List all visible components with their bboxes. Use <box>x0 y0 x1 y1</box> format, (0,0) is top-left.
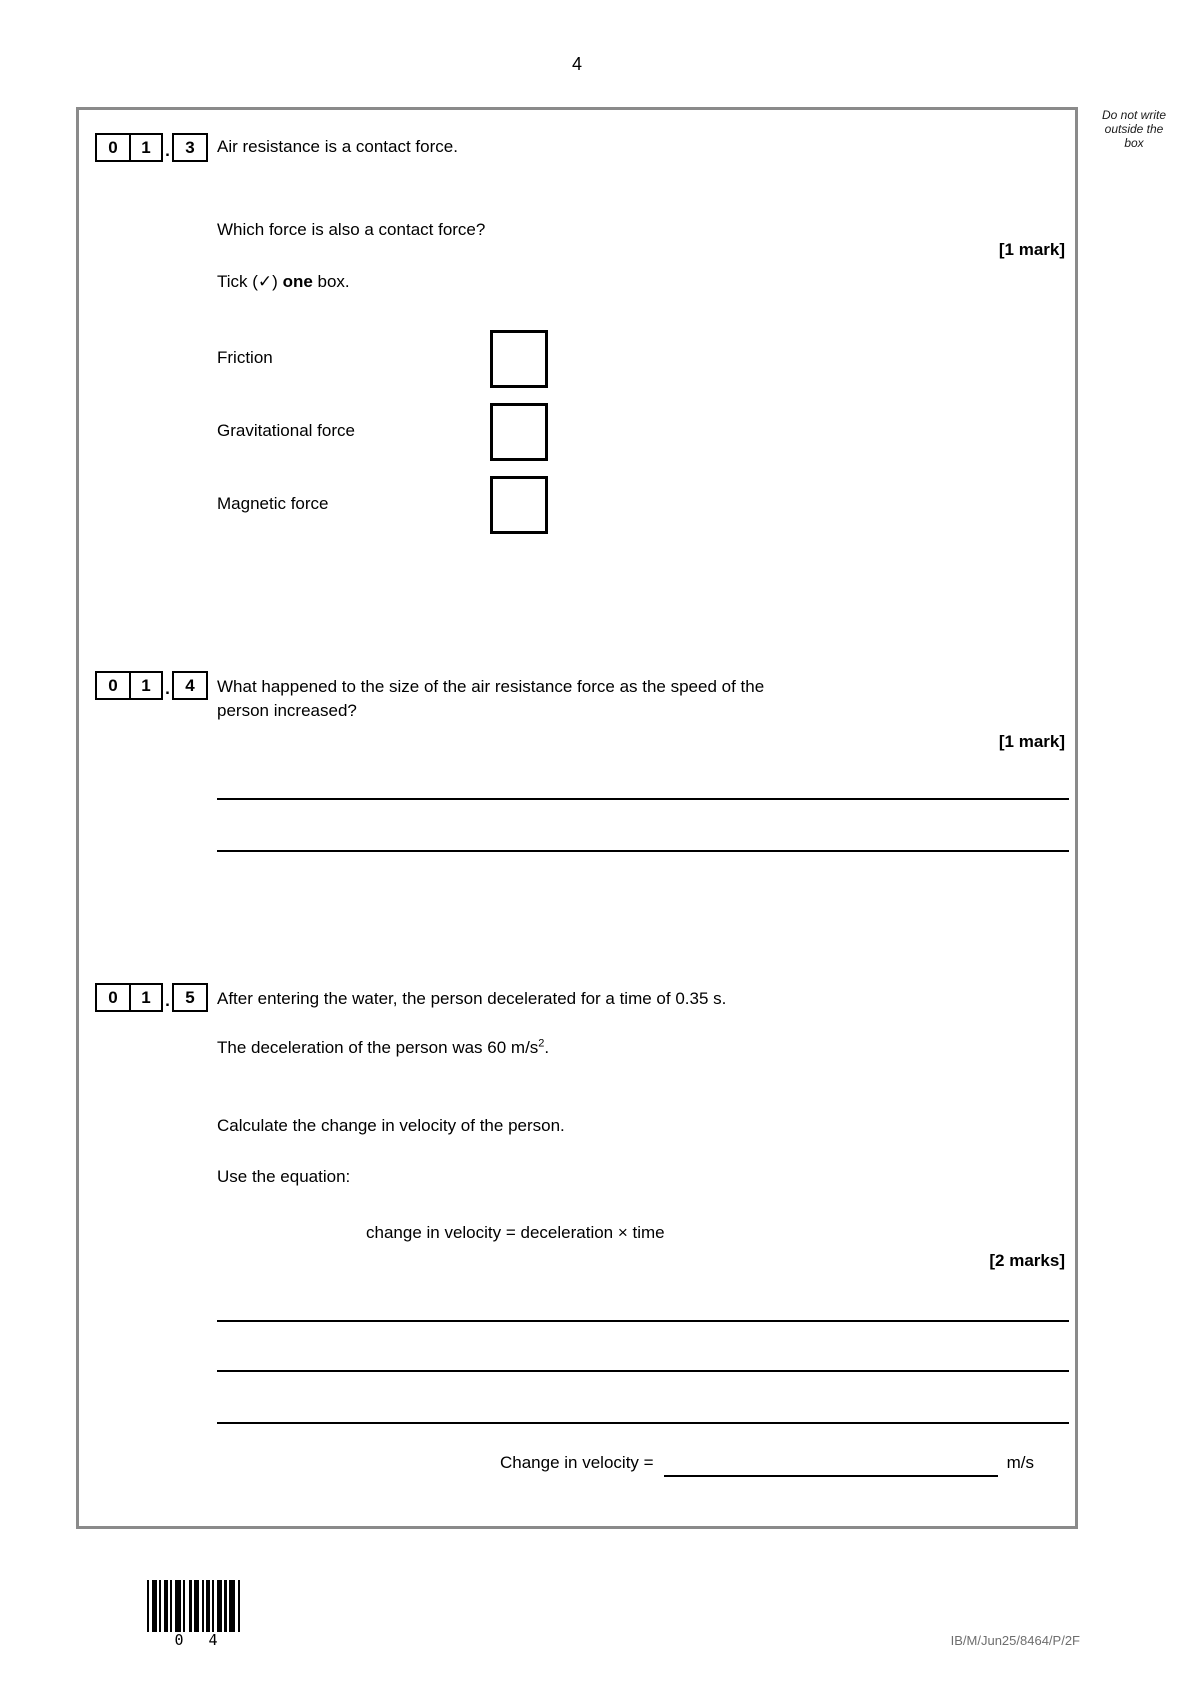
option-label-gravitational-force: Gravitational force <box>217 421 355 440</box>
qnum-separator: . <box>165 679 170 698</box>
qnum-digit: 5 <box>172 983 208 1012</box>
qnum-separator: . <box>165 141 170 160</box>
margin-note-line: outside the <box>1104 122 1164 136</box>
q15-deceleration-text: The deceleration of the person was 60 $m/s^2$. <box>217 1037 550 1057</box>
q15-answer-line-3[interactable] <box>217 1422 1069 1424</box>
q13-prompt-text: Which force is also a contact force? <box>217 220 486 239</box>
q15-answer-line-1[interactable] <box>217 1320 1069 1322</box>
qnum-digit: 1 <box>129 135 161 160</box>
q15-marks-label: [2 marks] <box>989 1251 1065 1270</box>
option-checkbox-gravitational-force[interactable] <box>490 403 548 461</box>
q15-use-equation-text: Use the equation: <box>217 1167 351 1186</box>
q15-final-answer-row <box>500 1453 1034 1477</box>
question-number-01-3 <box>95 133 208 162</box>
question-number-01-4 <box>95 671 208 700</box>
content-box <box>76 107 1078 1529</box>
qnum-digit: 0 <box>108 137 118 157</box>
footer-reference-code: IB/M/Jun25/8464/P/2F <box>950 1633 1080 1648</box>
margin-note <box>1086 108 1182 150</box>
option-label-magnetic-force: Magnetic force <box>217 494 329 513</box>
margin-note-line: Do not write <box>1101 108 1167 122</box>
q15-calculate-text: Calculate the change in velocity of the person. <box>217 1116 565 1135</box>
q15-equation-text: change in velocity = deceleration × time <box>366 1223 665 1242</box>
qnum-digit: 1 <box>129 673 161 698</box>
barcode <box>147 1580 253 1632</box>
q13-tick-instruction: Tick (✓) one box. <box>217 272 350 291</box>
option-checkbox-magnetic-force[interactable] <box>490 476 548 534</box>
superscript-2: 2 <box>538 1037 545 1050</box>
q15-answer-unit: m/s <box>1006 1453 1034 1472</box>
qnum-digit: 3 <box>172 133 208 162</box>
option-checkbox-friction[interactable] <box>490 330 548 388</box>
qnum-digit: 0 <box>108 987 118 1007</box>
qnum-digit: 1 <box>129 985 161 1010</box>
page-number: 4 <box>571 54 582 74</box>
qnum-digit: 0 <box>108 675 118 695</box>
q14-answer-line-2[interactable] <box>217 850 1069 852</box>
qnum-separator: . <box>165 991 170 1010</box>
tick-icon: ✓ <box>257 272 273 291</box>
question-number-01-5 <box>95 983 208 1012</box>
q15-intro-text: After entering the water, the person decelerated for a time of 0.35 s. <box>217 989 727 1008</box>
q14-answer-line-1[interactable] <box>217 798 1069 800</box>
q15-answer-slot[interactable] <box>664 1453 998 1477</box>
q13-intro-text: Air resistance is a contact force. <box>217 137 458 156</box>
qnum-digit: 4 <box>172 671 208 700</box>
q13-marks-label: [1 mark] <box>998 240 1065 259</box>
barcode-label: 0 4 <box>174 1631 226 1649</box>
q15-answer-label: Change in velocity = <box>500 1453 654 1472</box>
q14-prompt-text: What happened to the size of the air resistance force as the speed of the person increased? <box>217 677 765 720</box>
margin-note-line: box <box>1124 136 1144 150</box>
q14-marks-label: [1 mark] <box>998 732 1065 751</box>
option-label-friction: Friction <box>217 348 273 367</box>
q15-answer-line-2[interactable] <box>217 1370 1069 1372</box>
